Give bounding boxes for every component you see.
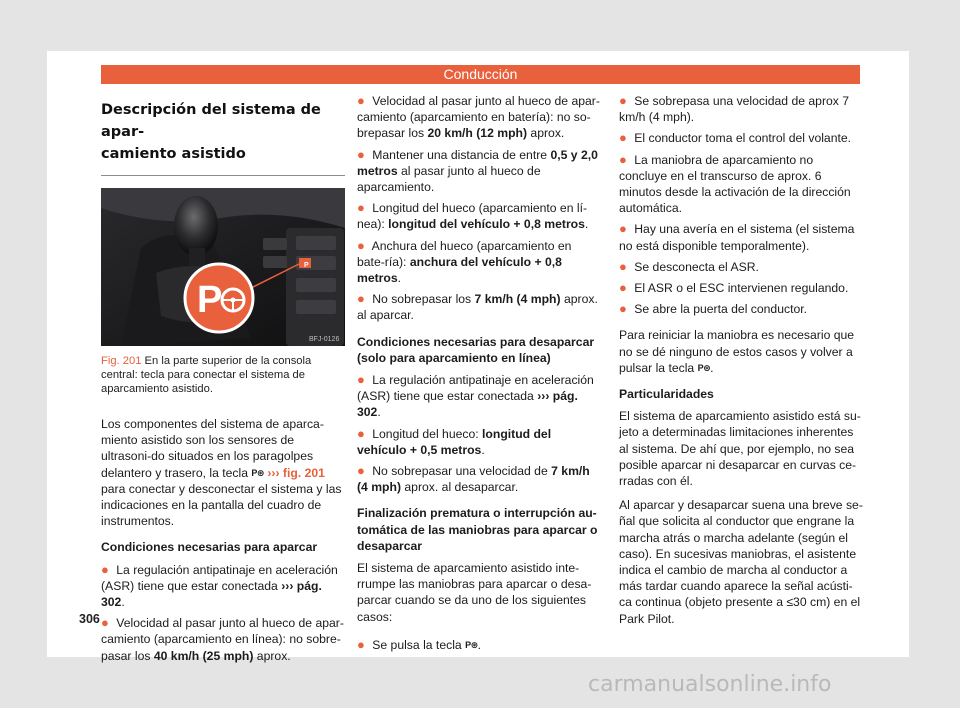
gear-knob: [174, 196, 218, 256]
bullet-icon: ●: [357, 372, 365, 388]
console-button: [296, 300, 336, 314]
bullet-icon: ●: [619, 258, 627, 274]
list-item: ● Velocidad al pasar junto al hueco de apar-camiento (aparcamiento en línea): no sobre-pasar los 40 km/h (25 mph) aprox.: [101, 615, 344, 663]
bullet-icon: ●: [101, 615, 109, 631]
subheading-interruption: Finalización prematura o interrupción au-tomática de las maniobras para aparcar o desaparcar: [357, 506, 598, 553]
park-assist-key-icon: P⊛: [465, 639, 478, 650]
figure-label: Fig. 201: [101, 355, 142, 367]
bullet-icon: ●: [357, 237, 365, 253]
title-divider: [101, 175, 345, 176]
console-button: [296, 236, 336, 250]
list-item: ● El ASR o el ESC intervienen regulando.: [619, 280, 849, 296]
park-assist-icon: P: [197, 279, 223, 321]
list-item: ● Mantener una distancia de entre 0,5 y 2,0 metros al pasar junto al hueco de aparcamiento.: [357, 146, 598, 195]
list-item: ● La regulación antipatinaje en aceleración (ASR) tiene que estar conectada ››› pág. 302.: [101, 561, 338, 610]
console-button: [296, 278, 336, 292]
list-item: ● Se pulsa la tecla P⊛.: [357, 636, 482, 652]
caption-text: En la parte superior de la consola central: tecla para conectar el sistema de aparcamiento asistido.: [101, 355, 312, 395]
bullet-icon: ●: [619, 221, 627, 237]
list-item: ● Se desconecta el ASR.: [619, 258, 759, 274]
manual-page: [47, 51, 909, 663]
bullet-icon: ●: [357, 636, 365, 652]
chapter-title: Conducción: [443, 66, 518, 82]
list-item: ● La regulación antipatinaje en aceleración (ASR) tiene que estar conectada ››› pág. 302.: [357, 372, 594, 420]
figure-link[interactable]: ››› fig. 201: [267, 465, 325, 480]
list-item: ● Anchura del hueco (aparcamiento en bate-ría): anchura del vehículo + 0,8 metros.: [357, 237, 572, 286]
section-title: Descripción del sistema de apar- camiento asistido: [101, 102, 321, 162]
list-item: ● Se sobrepasa una velocidad de aprox 7 km/h (4 mph).: [619, 93, 850, 125]
park-assist-key-icon: P⊛: [251, 467, 264, 478]
bullet-icon: ●: [357, 93, 365, 108]
subheading-particularities: Particularidades: [619, 387, 714, 402]
bullet-icon: ●: [357, 291, 365, 307]
list-item: ● El conductor toma el control del volante.: [619, 130, 852, 146]
figure-caption: [101, 354, 345, 396]
watermark-logo: carmanualsonline.info: [588, 672, 832, 697]
subheading-park-conditions: Condiciones necesarias para aparcar: [101, 540, 318, 555]
svg-text:P: P: [304, 262, 309, 269]
column-1: [101, 93, 345, 669]
figure-code: BFJ-0126: [309, 336, 340, 343]
figure-console-photo: [101, 188, 345, 346]
list-item: ● La maniobra de aparcamiento no concluye en el transcurso de aprox. 6 minutos desde la activación de la dirección automática.: [619, 151, 851, 216]
paragraph: El sistema de aparcamiento asistido inte-rrumpe las maniobras para aparcar o desa-parcar cuando se da uno de los siguientes casos:: [357, 561, 592, 624]
bullet-icon: ●: [101, 561, 109, 577]
bullet-icon: ●: [357, 463, 365, 479]
intro-paragraph: Los componentes del sistema de aparca-miento asistido son los sensores de ultrasoni-do situados en los paragolpes delantero y trasero, la tecla P⊛ ››› fig. 201 para conectar y desconectar el sistema y las indicaciones en la pantalla del cuadro de instrumentos.: [101, 417, 342, 529]
bullet-icon: ●: [357, 425, 365, 441]
list-item: ● Longitud del hueco: longitud del vehículo + 0,5 metros.: [357, 425, 552, 457]
bullet-icon: ●: [619, 280, 627, 296]
column-3: [619, 93, 863, 635]
console-illustration: [101, 188, 345, 346]
bullet-icon: ●: [619, 301, 627, 317]
bullet-icon: ●: [619, 151, 627, 167]
list-item: ● No sobrepasar los 7 km/h (4 mph) aprox. al aparcar.: [357, 291, 598, 323]
bullet-icon: ●: [357, 146, 365, 162]
list-item: ● No sobrepasar una velocidad de 7 km/h (4 mph) aprox. al desaparcar.: [357, 463, 590, 495]
list-item: ● Se abre la puerta del conductor.: [619, 301, 808, 317]
paragraph: Al aparcar y desaparcar suena una breve se-ñal que solicita al conductor que engrane la marcha atrás o marcha adelante (según el caso). En sucesivas maniobras, el asistente indica el cambio de marcha al conductor a más tardar cuando aparece la señal acústi-ca continua (objeto presente a ≤30 cm) en el Park Pilot.: [619, 498, 863, 626]
bullet-icon: ●: [619, 130, 627, 146]
bullet-icon: ●: [619, 93, 627, 108]
column-2: [357, 93, 601, 658]
park-assist-key-icon: P⊛: [697, 362, 711, 373]
page-link[interactable]: ››› pág. 302: [357, 389, 578, 420]
paragraph: Para reiniciar la maniobra es necesario que no se dé ninguno de estos casos y volver a pulsar la tecla P⊛.: [619, 328, 855, 375]
list-item: ● Hay una avería en el sistema (el sistema no está disponible temporalmente).: [619, 221, 855, 253]
page-link[interactable]: ››› pág. 302: [101, 578, 322, 610]
chapter-header: [101, 65, 860, 84]
page-number: 306: [79, 612, 100, 626]
subheading-unpark-conditions: Condiciones necesarias para desaparcar (solo para aparcamiento en línea): [357, 334, 595, 365]
paragraph: El sistema de aparcamiento asistido está su-jeto a determinadas limitaciones inherentes al sistema. De ahí que, por ejemplo, no sea posible aparcar ni desaparcar en curvas ce-rradas con él.: [619, 409, 861, 489]
list-item: ● Longitud del hueco (aparcamiento en lí-nea): longitud del vehículo + 0,8 metros.: [357, 200, 589, 232]
list-item: ● Velocidad al pasar junto al hueco de apar-camiento (aparcamiento en batería): no so-brepasar los 20 km/h (12 mph) aprox.: [357, 93, 600, 141]
bullet-icon: ●: [357, 200, 365, 216]
